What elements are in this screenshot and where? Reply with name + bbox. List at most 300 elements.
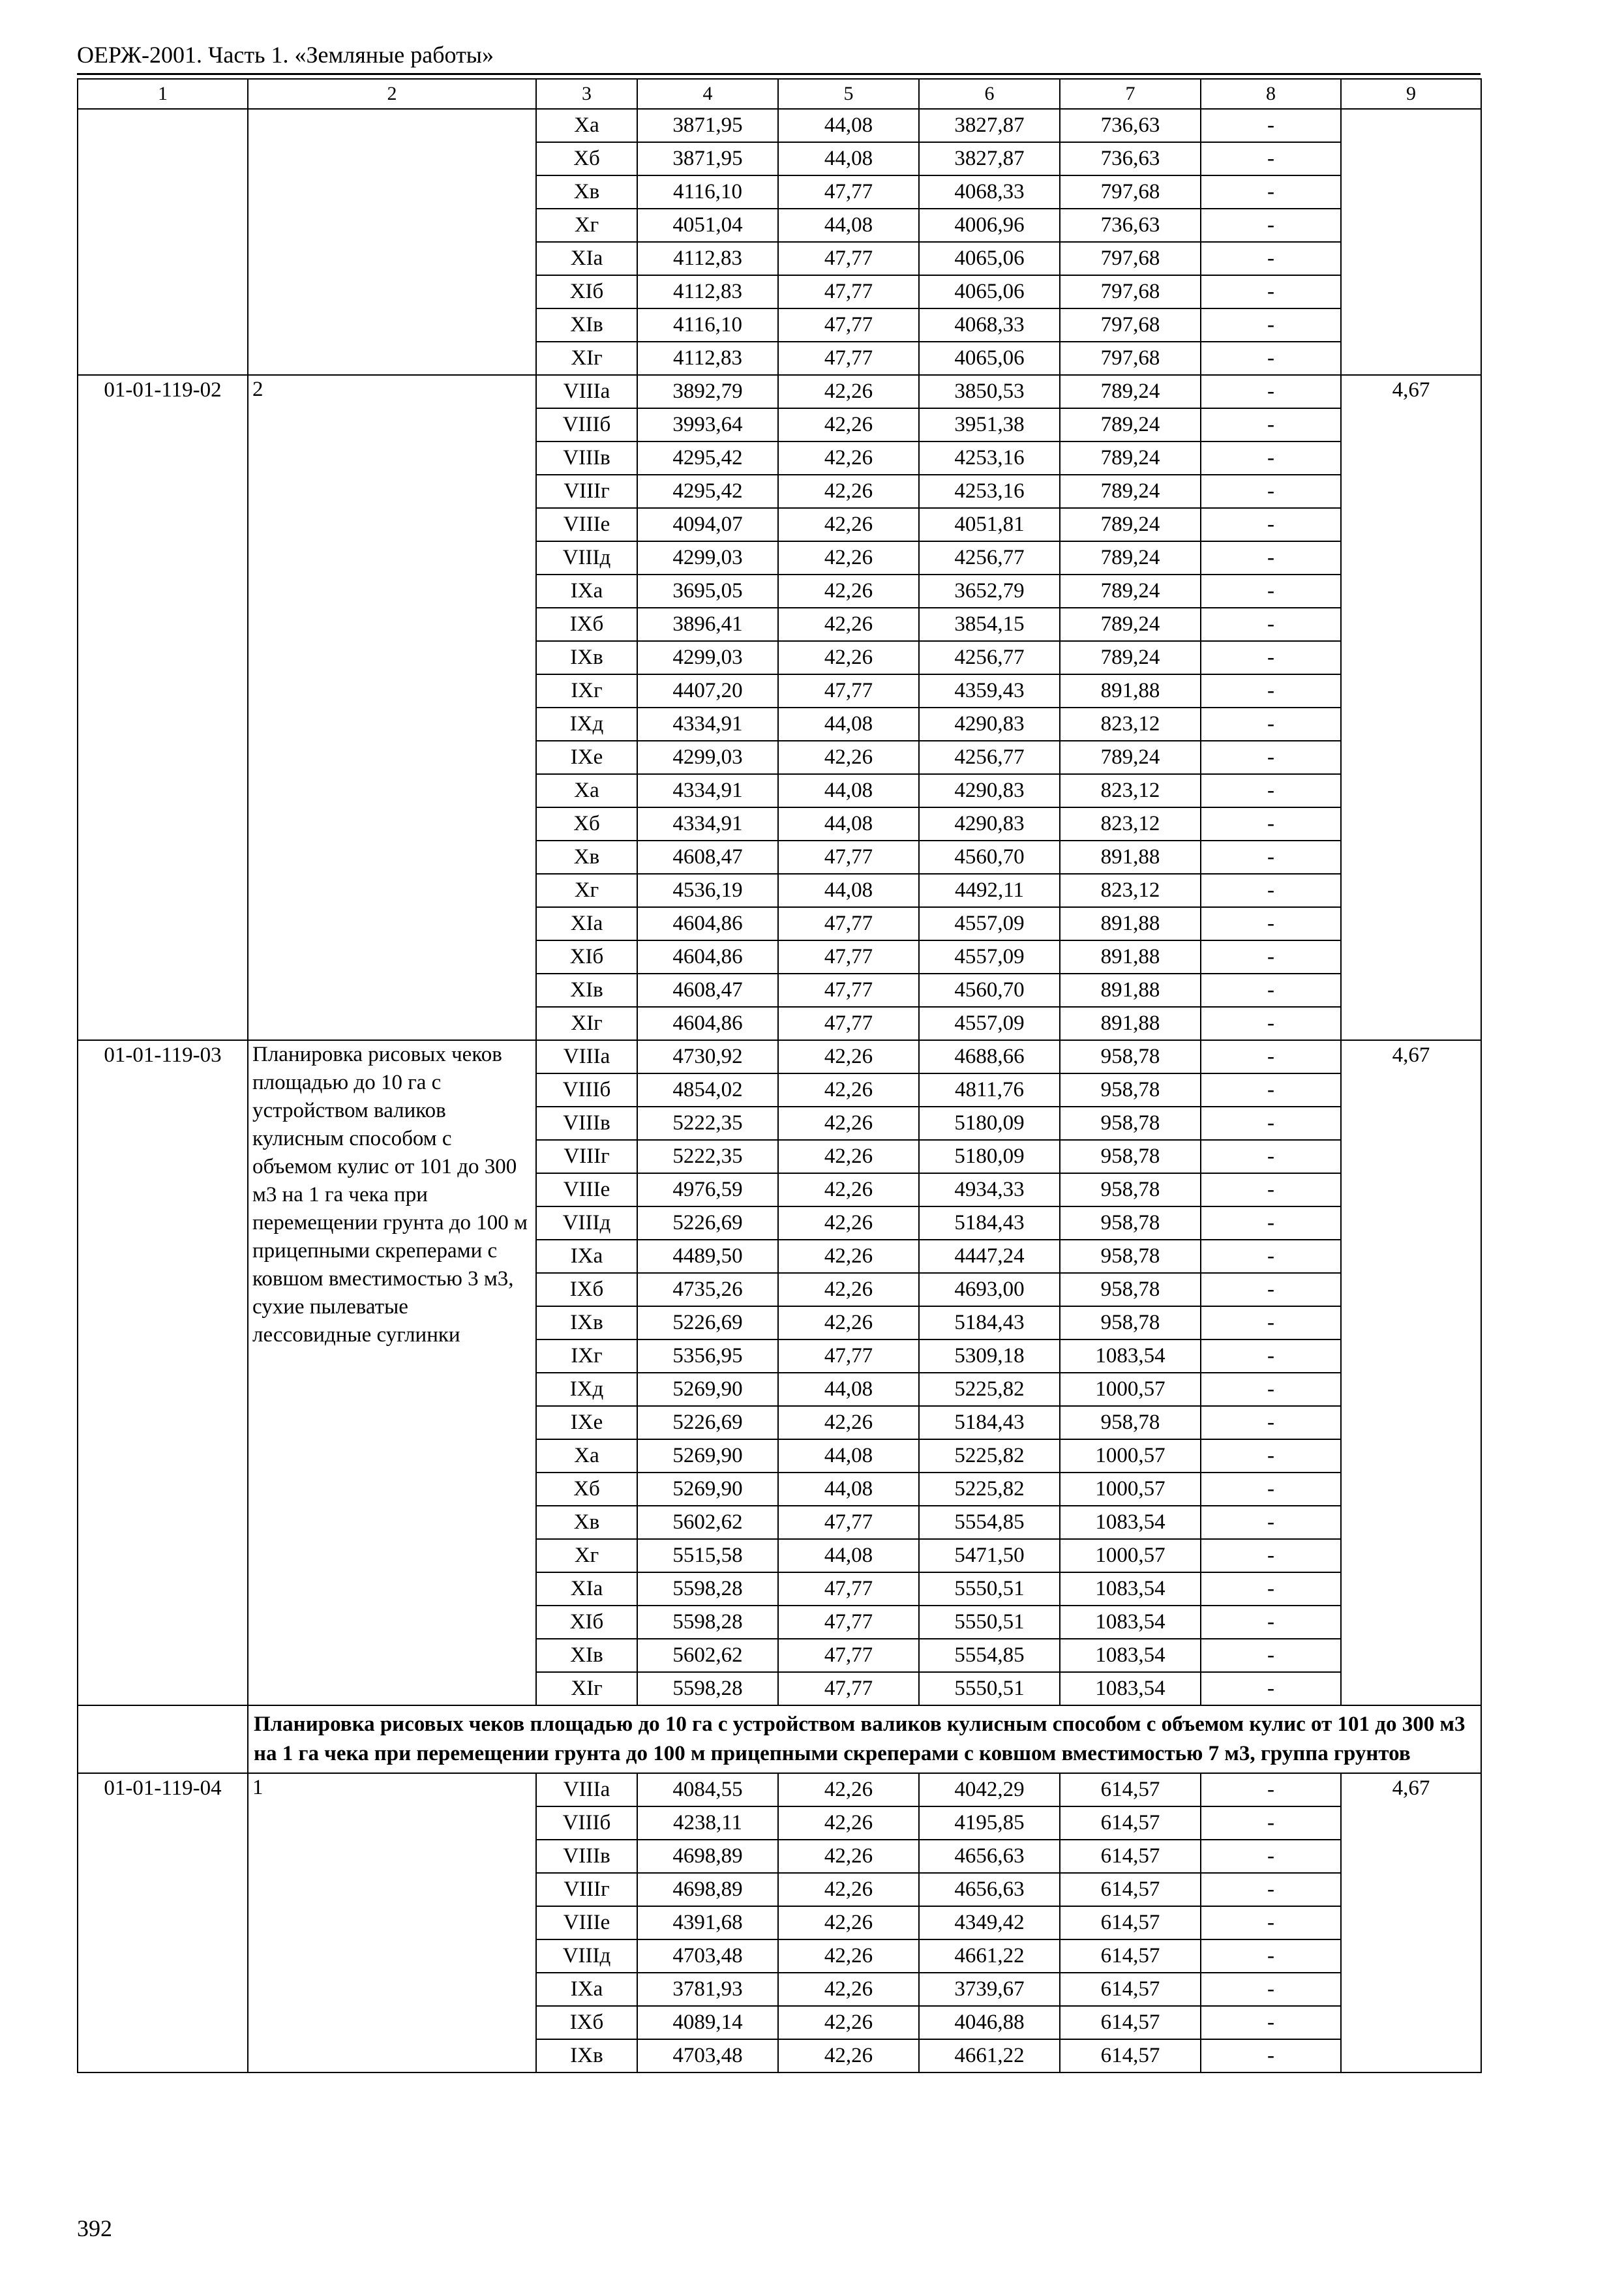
wages: 42,26 bbox=[778, 1406, 919, 1439]
wages: 42,26 bbox=[778, 1840, 919, 1873]
machinist-wages: 614,57 bbox=[1060, 1873, 1201, 1906]
total-cost: 4116,10 bbox=[637, 175, 778, 209]
soil-group: XIб bbox=[536, 940, 637, 974]
soil-group: XIг bbox=[536, 1672, 637, 1705]
rate-code bbox=[78, 109, 248, 375]
machinist-wages: 891,88 bbox=[1060, 841, 1201, 874]
total-cost: 5598,28 bbox=[637, 1606, 778, 1639]
materials: - bbox=[1201, 1806, 1341, 1840]
materials: - bbox=[1201, 1240, 1341, 1273]
wages: 47,77 bbox=[778, 674, 919, 708]
machine-cost: 4006,96 bbox=[919, 209, 1060, 242]
table-row bbox=[78, 1773, 1481, 1806]
total-cost: 4334,91 bbox=[637, 774, 778, 807]
header-rule bbox=[77, 73, 1481, 75]
total-cost: 4295,42 bbox=[637, 441, 778, 475]
machinist-wages: 797,68 bbox=[1060, 342, 1201, 375]
machine-cost: 5225,82 bbox=[919, 1373, 1060, 1406]
materials: - bbox=[1201, 1840, 1341, 1873]
total-cost: 4116,10 bbox=[637, 308, 778, 342]
wages: 47,77 bbox=[778, 1007, 919, 1040]
machinist-wages: 958,78 bbox=[1060, 1073, 1201, 1107]
machine-cost: 5554,85 bbox=[919, 1639, 1060, 1672]
section-spacer bbox=[78, 1705, 248, 1773]
wages: 44,08 bbox=[778, 1373, 919, 1406]
total-cost: 4698,89 bbox=[637, 1840, 778, 1873]
wages: 47,77 bbox=[778, 974, 919, 1007]
total-cost: 5598,28 bbox=[637, 1572, 778, 1606]
materials: - bbox=[1201, 774, 1341, 807]
materials: - bbox=[1201, 1873, 1341, 1906]
soil-group: VIIIб bbox=[536, 1806, 637, 1840]
materials: - bbox=[1201, 541, 1341, 575]
soil-group: Xг bbox=[536, 1539, 637, 1572]
machinist-wages: 823,12 bbox=[1060, 874, 1201, 907]
wages: 44,08 bbox=[778, 774, 919, 807]
machinist-wages: 958,78 bbox=[1060, 1273, 1201, 1306]
machine-cost: 4042,29 bbox=[919, 1773, 1060, 1806]
soil-group: IXб bbox=[536, 608, 637, 641]
wages: 42,26 bbox=[778, 1140, 919, 1173]
soil-group: IXв bbox=[536, 1306, 637, 1339]
soil-group: VIIIв bbox=[536, 1840, 637, 1873]
materials: - bbox=[1201, 142, 1341, 175]
machinist-wages: 789,24 bbox=[1060, 508, 1201, 541]
total-cost: 3993,64 bbox=[637, 408, 778, 441]
machine-cost: 5225,82 bbox=[919, 1439, 1060, 1473]
total-cost: 4295,42 bbox=[637, 475, 778, 508]
soil-group: XIв bbox=[536, 1639, 637, 1672]
machinist-wages: 797,68 bbox=[1060, 175, 1201, 209]
materials: - bbox=[1201, 242, 1341, 275]
soil-group: XIa bbox=[536, 1572, 637, 1606]
soil-group: IXг bbox=[536, 1339, 637, 1373]
soil-group: VIIIв bbox=[536, 441, 637, 475]
total-cost: 3892,79 bbox=[637, 375, 778, 408]
machine-cost: 4693,00 bbox=[919, 1273, 1060, 1306]
materials: - bbox=[1201, 1973, 1341, 2006]
materials: - bbox=[1201, 1073, 1341, 1107]
wages: 42,26 bbox=[778, 541, 919, 575]
total-cost: 4854,02 bbox=[637, 1073, 778, 1107]
total-cost: 3896,41 bbox=[637, 608, 778, 641]
machinist-wages: 736,63 bbox=[1060, 209, 1201, 242]
wages: 47,77 bbox=[778, 1506, 919, 1539]
wages: 42,26 bbox=[778, 508, 919, 541]
machinist-wages: 891,88 bbox=[1060, 674, 1201, 708]
machine-cost: 5180,09 bbox=[919, 1107, 1060, 1140]
machinist-wages: 1083,54 bbox=[1060, 1339, 1201, 1373]
machinist-wages: 614,57 bbox=[1060, 1973, 1201, 2006]
wages: 47,77 bbox=[778, 1606, 919, 1639]
materials: - bbox=[1201, 342, 1341, 375]
materials: - bbox=[1201, 641, 1341, 674]
machine-cost: 4688,66 bbox=[919, 1040, 1060, 1073]
machine-cost: 4068,33 bbox=[919, 308, 1060, 342]
materials: - bbox=[1201, 1306, 1341, 1339]
wages: 42,26 bbox=[778, 1273, 919, 1306]
total-cost: 5269,90 bbox=[637, 1439, 778, 1473]
wages: 42,26 bbox=[778, 1873, 919, 1906]
wages: 42,26 bbox=[778, 1973, 919, 2006]
labor-cost bbox=[1341, 109, 1481, 375]
machine-cost: 5184,43 bbox=[919, 1206, 1060, 1240]
wages: 44,08 bbox=[778, 1439, 919, 1473]
machine-cost: 4560,70 bbox=[919, 841, 1060, 874]
materials: - bbox=[1201, 1672, 1341, 1705]
total-cost: 4299,03 bbox=[637, 741, 778, 774]
machinist-wages: 958,78 bbox=[1060, 1173, 1201, 1206]
total-cost: 4238,11 bbox=[637, 1806, 778, 1840]
total-cost: 4334,91 bbox=[637, 807, 778, 841]
labor-cost: 4,67 bbox=[1341, 1773, 1481, 2072]
wages: 42,26 bbox=[778, 1939, 919, 1973]
machinist-wages: 614,57 bbox=[1060, 2039, 1201, 2072]
machine-cost: 4656,63 bbox=[919, 1873, 1060, 1906]
machine-cost: 5309,18 bbox=[919, 1339, 1060, 1373]
total-cost: 3695,05 bbox=[637, 575, 778, 608]
machinist-wages: 1083,54 bbox=[1060, 1639, 1201, 1672]
machinist-wages: 1083,54 bbox=[1060, 1672, 1201, 1705]
machine-cost: 4349,42 bbox=[919, 1906, 1060, 1939]
soil-group: VIIIe bbox=[536, 508, 637, 541]
wages: 44,08 bbox=[778, 209, 919, 242]
total-cost: 4089,14 bbox=[637, 2006, 778, 2039]
materials: - bbox=[1201, 1007, 1341, 1040]
total-cost: 4703,48 bbox=[637, 1939, 778, 1973]
machinist-wages: 797,68 bbox=[1060, 275, 1201, 308]
materials: - bbox=[1201, 109, 1341, 142]
materials: - bbox=[1201, 1539, 1341, 1572]
materials: - bbox=[1201, 1107, 1341, 1140]
materials: - bbox=[1201, 209, 1341, 242]
materials: - bbox=[1201, 2006, 1341, 2039]
rates-table bbox=[77, 78, 1482, 2073]
machine-cost: 4068,33 bbox=[919, 175, 1060, 209]
total-cost: 4730,92 bbox=[637, 1040, 778, 1073]
soil-group: XIг bbox=[536, 1007, 637, 1040]
machine-cost: 4656,63 bbox=[919, 1840, 1060, 1873]
materials: - bbox=[1201, 475, 1341, 508]
wages: 47,77 bbox=[778, 175, 919, 209]
soil-group: VIIIг bbox=[536, 1140, 637, 1173]
machinist-wages: 1000,57 bbox=[1060, 1539, 1201, 1572]
soil-group: VIIIб bbox=[536, 408, 637, 441]
wages: 42,26 bbox=[778, 741, 919, 774]
wages: 42,26 bbox=[778, 441, 919, 475]
total-cost: 4604,86 bbox=[637, 907, 778, 940]
rate-description: 2 bbox=[248, 375, 536, 1040]
machine-cost: 4290,83 bbox=[919, 774, 1060, 807]
soil-group: XIб bbox=[536, 1606, 637, 1639]
column-number: 6 bbox=[919, 79, 1060, 109]
machine-cost: 4557,09 bbox=[919, 940, 1060, 974]
machine-cost: 3854,15 bbox=[919, 608, 1060, 641]
soil-group: VIIIa bbox=[536, 1040, 637, 1073]
total-cost: 5222,35 bbox=[637, 1107, 778, 1140]
machinist-wages: 1083,54 bbox=[1060, 1506, 1201, 1539]
page-number: 392 bbox=[77, 2215, 112, 2241]
machine-cost: 4934,33 bbox=[919, 1173, 1060, 1206]
total-cost: 4604,86 bbox=[637, 1007, 778, 1040]
column-number: 2 bbox=[248, 79, 536, 109]
machine-cost: 4661,22 bbox=[919, 1939, 1060, 1973]
column-number: 3 bbox=[536, 79, 637, 109]
page-header: ОЕРЖ-2001. Часть 1. «Земляные работы» bbox=[77, 42, 494, 68]
rate-description: Планировка рисовых чеков площадью до 10 га с устройством валиков кулисным способом с объемом кулис от 101 до 300 м3 на 1 га чека при перемещении грунта до 100 м прицепными скреперами с ковшом вместимостью 3 м3, сухие пылеватые лессовидные суглинки bbox=[248, 1040, 536, 1705]
soil-group: XIг bbox=[536, 342, 637, 375]
soil-group: Xг bbox=[536, 874, 637, 907]
total-cost: 4698,89 bbox=[637, 1873, 778, 1906]
soil-group: IXб bbox=[536, 2006, 637, 2039]
column-number: 8 bbox=[1201, 79, 1341, 109]
materials: - bbox=[1201, 1506, 1341, 1539]
materials: - bbox=[1201, 1906, 1341, 1939]
materials: - bbox=[1201, 1473, 1341, 1506]
materials: - bbox=[1201, 708, 1341, 741]
machine-cost: 4290,83 bbox=[919, 708, 1060, 741]
soil-group: IXe bbox=[536, 741, 637, 774]
wages: 42,26 bbox=[778, 1107, 919, 1140]
machinist-wages: 958,78 bbox=[1060, 1306, 1201, 1339]
materials: - bbox=[1201, 674, 1341, 708]
wages: 42,26 bbox=[778, 1040, 919, 1073]
table-row bbox=[78, 109, 1481, 142]
total-cost: 4976,59 bbox=[637, 1173, 778, 1206]
materials: - bbox=[1201, 1173, 1341, 1206]
materials: - bbox=[1201, 275, 1341, 308]
wages: 42,26 bbox=[778, 375, 919, 408]
soil-group: Xб bbox=[536, 807, 637, 841]
column-number: 9 bbox=[1341, 79, 1481, 109]
machinist-wages: 614,57 bbox=[1060, 2006, 1201, 2039]
machine-cost: 4560,70 bbox=[919, 974, 1060, 1007]
total-cost: 4299,03 bbox=[637, 541, 778, 575]
table-row bbox=[78, 375, 1481, 408]
machinist-wages: 797,68 bbox=[1060, 308, 1201, 342]
machine-cost: 3850,53 bbox=[919, 375, 1060, 408]
column-number: 4 bbox=[637, 79, 778, 109]
total-cost: 3781,93 bbox=[637, 1973, 778, 2006]
machine-cost: 5184,43 bbox=[919, 1306, 1060, 1339]
machine-cost: 4557,09 bbox=[919, 907, 1060, 940]
total-cost: 4735,26 bbox=[637, 1273, 778, 1306]
total-cost: 4489,50 bbox=[637, 1240, 778, 1273]
rate-code: 01-01-119-03 bbox=[78, 1040, 248, 1705]
machine-cost: 5554,85 bbox=[919, 1506, 1060, 1539]
soil-group: IXв bbox=[536, 2039, 637, 2072]
soil-group: Xa bbox=[536, 1439, 637, 1473]
machinist-wages: 797,68 bbox=[1060, 242, 1201, 275]
machine-cost: 5184,43 bbox=[919, 1406, 1060, 1439]
soil-group: IXa bbox=[536, 575, 637, 608]
machine-cost: 4492,11 bbox=[919, 874, 1060, 907]
machinist-wages: 789,24 bbox=[1060, 741, 1201, 774]
machinist-wages: 958,78 bbox=[1060, 1107, 1201, 1140]
materials: - bbox=[1201, 1939, 1341, 1973]
materials: - bbox=[1201, 408, 1341, 441]
total-cost: 5226,69 bbox=[637, 1406, 778, 1439]
soil-group: VIIIe bbox=[536, 1173, 637, 1206]
wages: 47,77 bbox=[778, 841, 919, 874]
machine-cost: 4046,88 bbox=[919, 2006, 1060, 2039]
soil-group: Xa bbox=[536, 109, 637, 142]
column-number: 5 bbox=[778, 79, 919, 109]
machine-cost: 4256,77 bbox=[919, 741, 1060, 774]
total-cost: 4536,19 bbox=[637, 874, 778, 907]
total-cost: 4604,86 bbox=[637, 940, 778, 974]
soil-group: VIIIв bbox=[536, 1107, 637, 1140]
total-cost: 4112,83 bbox=[637, 242, 778, 275]
wages: 42,26 bbox=[778, 1306, 919, 1339]
materials: - bbox=[1201, 1339, 1341, 1373]
section-row bbox=[78, 1705, 1481, 1773]
machine-cost: 4253,16 bbox=[919, 475, 1060, 508]
machinist-wages: 958,78 bbox=[1060, 1240, 1201, 1273]
materials: - bbox=[1201, 1273, 1341, 1306]
materials: - bbox=[1201, 1572, 1341, 1606]
machinist-wages: 789,24 bbox=[1060, 541, 1201, 575]
machine-cost: 4065,06 bbox=[919, 342, 1060, 375]
soil-group: VIIIд bbox=[536, 1939, 637, 1973]
machinist-wages: 736,63 bbox=[1060, 142, 1201, 175]
materials: - bbox=[1201, 1373, 1341, 1406]
machinist-wages: 614,57 bbox=[1060, 1906, 1201, 1939]
wages: 47,77 bbox=[778, 342, 919, 375]
wages: 47,77 bbox=[778, 308, 919, 342]
materials: - bbox=[1201, 841, 1341, 874]
materials: - bbox=[1201, 2039, 1341, 2072]
wages: 47,77 bbox=[778, 1572, 919, 1606]
machine-cost: 4359,43 bbox=[919, 674, 1060, 708]
materials: - bbox=[1201, 1773, 1341, 1806]
machine-cost: 4290,83 bbox=[919, 807, 1060, 841]
wages: 42,26 bbox=[778, 575, 919, 608]
total-cost: 5602,62 bbox=[637, 1639, 778, 1672]
soil-group: Xв bbox=[536, 175, 637, 209]
total-cost: 4608,47 bbox=[637, 841, 778, 874]
soil-group: XIa bbox=[536, 907, 637, 940]
total-cost: 4084,55 bbox=[637, 1773, 778, 1806]
total-cost: 4094,07 bbox=[637, 508, 778, 541]
soil-group: IXд bbox=[536, 1373, 637, 1406]
machine-cost: 4447,24 bbox=[919, 1240, 1060, 1273]
materials: - bbox=[1201, 974, 1341, 1007]
machinist-wages: 958,78 bbox=[1060, 1140, 1201, 1173]
soil-group: XIв bbox=[536, 308, 637, 342]
machinist-wages: 789,24 bbox=[1060, 475, 1201, 508]
wages: 47,77 bbox=[778, 907, 919, 940]
soil-group: VIIIг bbox=[536, 475, 637, 508]
machinist-wages: 958,78 bbox=[1060, 1040, 1201, 1073]
machine-cost: 4065,06 bbox=[919, 275, 1060, 308]
soil-group: IXe bbox=[536, 1406, 637, 1439]
materials: - bbox=[1201, 1140, 1341, 1173]
machinist-wages: 891,88 bbox=[1060, 1007, 1201, 1040]
total-cost: 5222,35 bbox=[637, 1140, 778, 1173]
wages: 42,26 bbox=[778, 1906, 919, 1939]
soil-group: Xв bbox=[536, 1506, 637, 1539]
machine-cost: 3827,87 bbox=[919, 142, 1060, 175]
machinist-wages: 789,24 bbox=[1060, 408, 1201, 441]
machine-cost: 3951,38 bbox=[919, 408, 1060, 441]
machinist-wages: 823,12 bbox=[1060, 807, 1201, 841]
machine-cost: 4195,85 bbox=[919, 1806, 1060, 1840]
soil-group: IXб bbox=[536, 1273, 637, 1306]
wages: 42,26 bbox=[778, 1173, 919, 1206]
total-cost: 5515,58 bbox=[637, 1539, 778, 1572]
wages: 42,26 bbox=[778, 1073, 919, 1107]
wages: 42,26 bbox=[778, 1206, 919, 1240]
total-cost: 5269,90 bbox=[637, 1473, 778, 1506]
rate-description: 1 bbox=[248, 1773, 536, 2072]
total-cost: 4703,48 bbox=[637, 2039, 778, 2072]
machine-cost: 4256,77 bbox=[919, 641, 1060, 674]
machinist-wages: 789,24 bbox=[1060, 575, 1201, 608]
total-cost: 4334,91 bbox=[637, 708, 778, 741]
machine-cost: 3827,87 bbox=[919, 109, 1060, 142]
materials: - bbox=[1201, 741, 1341, 774]
machine-cost: 5225,82 bbox=[919, 1473, 1060, 1506]
machinist-wages: 958,78 bbox=[1060, 1406, 1201, 1439]
soil-group: VIIIб bbox=[536, 1073, 637, 1107]
wages: 42,26 bbox=[778, 408, 919, 441]
soil-group: Xa bbox=[536, 774, 637, 807]
machinist-wages: 823,12 bbox=[1060, 708, 1201, 741]
machine-cost: 4256,77 bbox=[919, 541, 1060, 575]
column-number: 7 bbox=[1060, 79, 1201, 109]
soil-group: VIIIд bbox=[536, 1206, 637, 1240]
materials: - bbox=[1201, 175, 1341, 209]
soil-group: XIб bbox=[536, 275, 637, 308]
soil-group: IXa bbox=[536, 1240, 637, 1273]
machine-cost: 3739,67 bbox=[919, 1973, 1060, 2006]
wages: 44,08 bbox=[778, 142, 919, 175]
machine-cost: 4661,22 bbox=[919, 2039, 1060, 2072]
wages: 42,26 bbox=[778, 2039, 919, 2072]
materials: - bbox=[1201, 807, 1341, 841]
total-cost: 5226,69 bbox=[637, 1206, 778, 1240]
wages: 42,26 bbox=[778, 475, 919, 508]
machinist-wages: 1000,57 bbox=[1060, 1473, 1201, 1506]
wages: 42,26 bbox=[778, 1240, 919, 1273]
machine-cost: 5550,51 bbox=[919, 1572, 1060, 1606]
machine-cost: 5550,51 bbox=[919, 1672, 1060, 1705]
labor-cost: 4,67 bbox=[1341, 375, 1481, 1040]
machinist-wages: 1083,54 bbox=[1060, 1606, 1201, 1639]
wages: 42,26 bbox=[778, 608, 919, 641]
total-cost: 5602,62 bbox=[637, 1506, 778, 1539]
soil-group: VIIIд bbox=[536, 541, 637, 575]
soil-group: VIIIa bbox=[536, 1773, 637, 1806]
soil-group: VIIIa bbox=[536, 375, 637, 408]
soil-group: IXд bbox=[536, 708, 637, 741]
materials: - bbox=[1201, 874, 1341, 907]
wages: 47,77 bbox=[778, 275, 919, 308]
machinist-wages: 614,57 bbox=[1060, 1939, 1201, 1973]
wages: 42,26 bbox=[778, 1773, 919, 1806]
table-body bbox=[78, 79, 1481, 2072]
machine-cost: 4051,81 bbox=[919, 508, 1060, 541]
machinist-wages: 891,88 bbox=[1060, 974, 1201, 1007]
soil-group: Xв bbox=[536, 841, 637, 874]
materials: - bbox=[1201, 1406, 1341, 1439]
machinist-wages: 1000,57 bbox=[1060, 1373, 1201, 1406]
machinist-wages: 789,24 bbox=[1060, 608, 1201, 641]
machinist-wages: 1083,54 bbox=[1060, 1572, 1201, 1606]
rate-code: 01-01-119-04 bbox=[78, 1773, 248, 2072]
total-cost: 4608,47 bbox=[637, 974, 778, 1007]
